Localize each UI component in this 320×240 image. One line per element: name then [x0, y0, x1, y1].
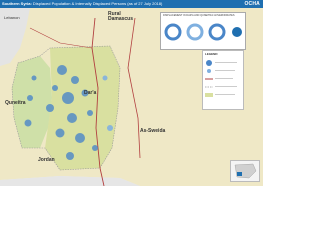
inset-highlight [237, 172, 242, 176]
bubble[interactable] [67, 113, 77, 123]
bubble[interactable] [75, 133, 85, 143]
map-title-main: Southern Syria: [2, 1, 32, 6]
legend-line [215, 78, 233, 79]
legend-line [215, 70, 235, 71]
summary-panel [160, 12, 246, 50]
summary-donut-1 [166, 25, 180, 39]
dara-region [45, 46, 120, 170]
bubble[interactable] [71, 76, 79, 84]
bubble[interactable] [25, 120, 32, 127]
bubble[interactable] [27, 95, 33, 101]
label-jordan: Jordan [38, 157, 55, 163]
legend-area-icon [205, 93, 213, 97]
map-title-sub: Displaced Population & Internally Displaced Persons (as of 27 July 2018) [32, 1, 163, 6]
summary-graphics [161, 18, 245, 48]
summary-donut-3 [210, 25, 224, 39]
bubble[interactable] [103, 76, 108, 81]
summary-panel-title: DISPLACEMENT IN DAR'A AND QUNEITRA GOVERNORATES [163, 14, 235, 17]
label-quneitra: Quneitra [5, 100, 26, 106]
summary-donut-2 [188, 25, 202, 39]
bubble[interactable] [87, 110, 93, 116]
bubble[interactable] [66, 152, 74, 160]
bubble[interactable] [52, 85, 58, 91]
legend-line [215, 94, 235, 95]
legend-bubble-small-icon [207, 69, 211, 73]
legend-line [215, 86, 237, 87]
bubble[interactable] [56, 129, 65, 138]
legend-title: LEGEND [205, 52, 218, 56]
label-lebanon: Lebanon [4, 15, 20, 20]
ocha-logo: OCHA [244, 1, 260, 7]
bubble[interactable] [57, 65, 67, 75]
label-as-sweida: As-Sweida [140, 128, 166, 134]
map-legend [202, 50, 244, 110]
inset-shape [231, 161, 259, 181]
inset-locator-map [230, 160, 260, 182]
legend-bubble-icon [206, 60, 212, 66]
legend-line [215, 62, 237, 63]
map-title [2, 0, 162, 8]
bubble[interactable] [32, 76, 37, 81]
bubble[interactable] [92, 145, 98, 151]
legend-symbols [203, 57, 243, 107]
summary-dot [232, 27, 242, 37]
bubble[interactable] [46, 104, 54, 112]
label-rural-damascus: Rural Damascus [108, 11, 134, 22]
title-bar [0, 0, 263, 8]
bubble[interactable] [107, 125, 113, 131]
bubble[interactable] [62, 92, 74, 104]
label-dara: Dar'a [84, 90, 97, 96]
